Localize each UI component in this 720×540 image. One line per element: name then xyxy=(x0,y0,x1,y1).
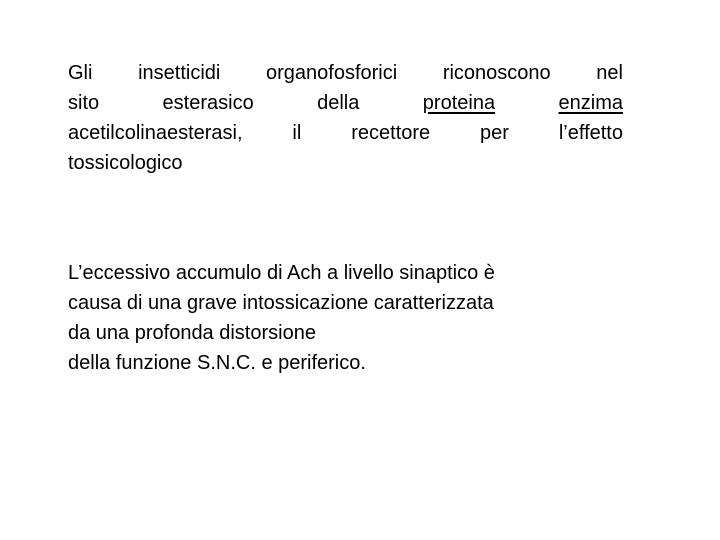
paragraph-2-line-1: L’eccessivo accumulo di Ach a livello sinaptico è xyxy=(68,262,495,284)
paragraph-1-line-2-start: sito esterasico della xyxy=(68,92,360,114)
paragraph-1-line-2 xyxy=(68,88,623,118)
paragraph-1-line-1: Gli insetticidi organofosforici riconoscono nel xyxy=(68,62,623,84)
underlined-word-enzima: enzima xyxy=(558,92,623,114)
paragraph-1-line-4: tossicologico xyxy=(68,152,183,174)
paragraph-1-line-3: acetilcolinaesterasi, il recettore per l’effetto xyxy=(68,122,623,144)
paragraph-ach-accumulation xyxy=(68,258,623,378)
paragraph-2-line-4: della funzione S.N.C. e periferico. xyxy=(68,352,366,374)
paragraph-2-line-3: da una profonda distorsione xyxy=(68,322,316,344)
underlined-word-proteina: proteina xyxy=(422,92,496,114)
paragraph-organophosphate-target xyxy=(68,58,623,178)
paragraph-2-line-2: causa di una grave intossicazione caratterizzata xyxy=(68,292,494,314)
